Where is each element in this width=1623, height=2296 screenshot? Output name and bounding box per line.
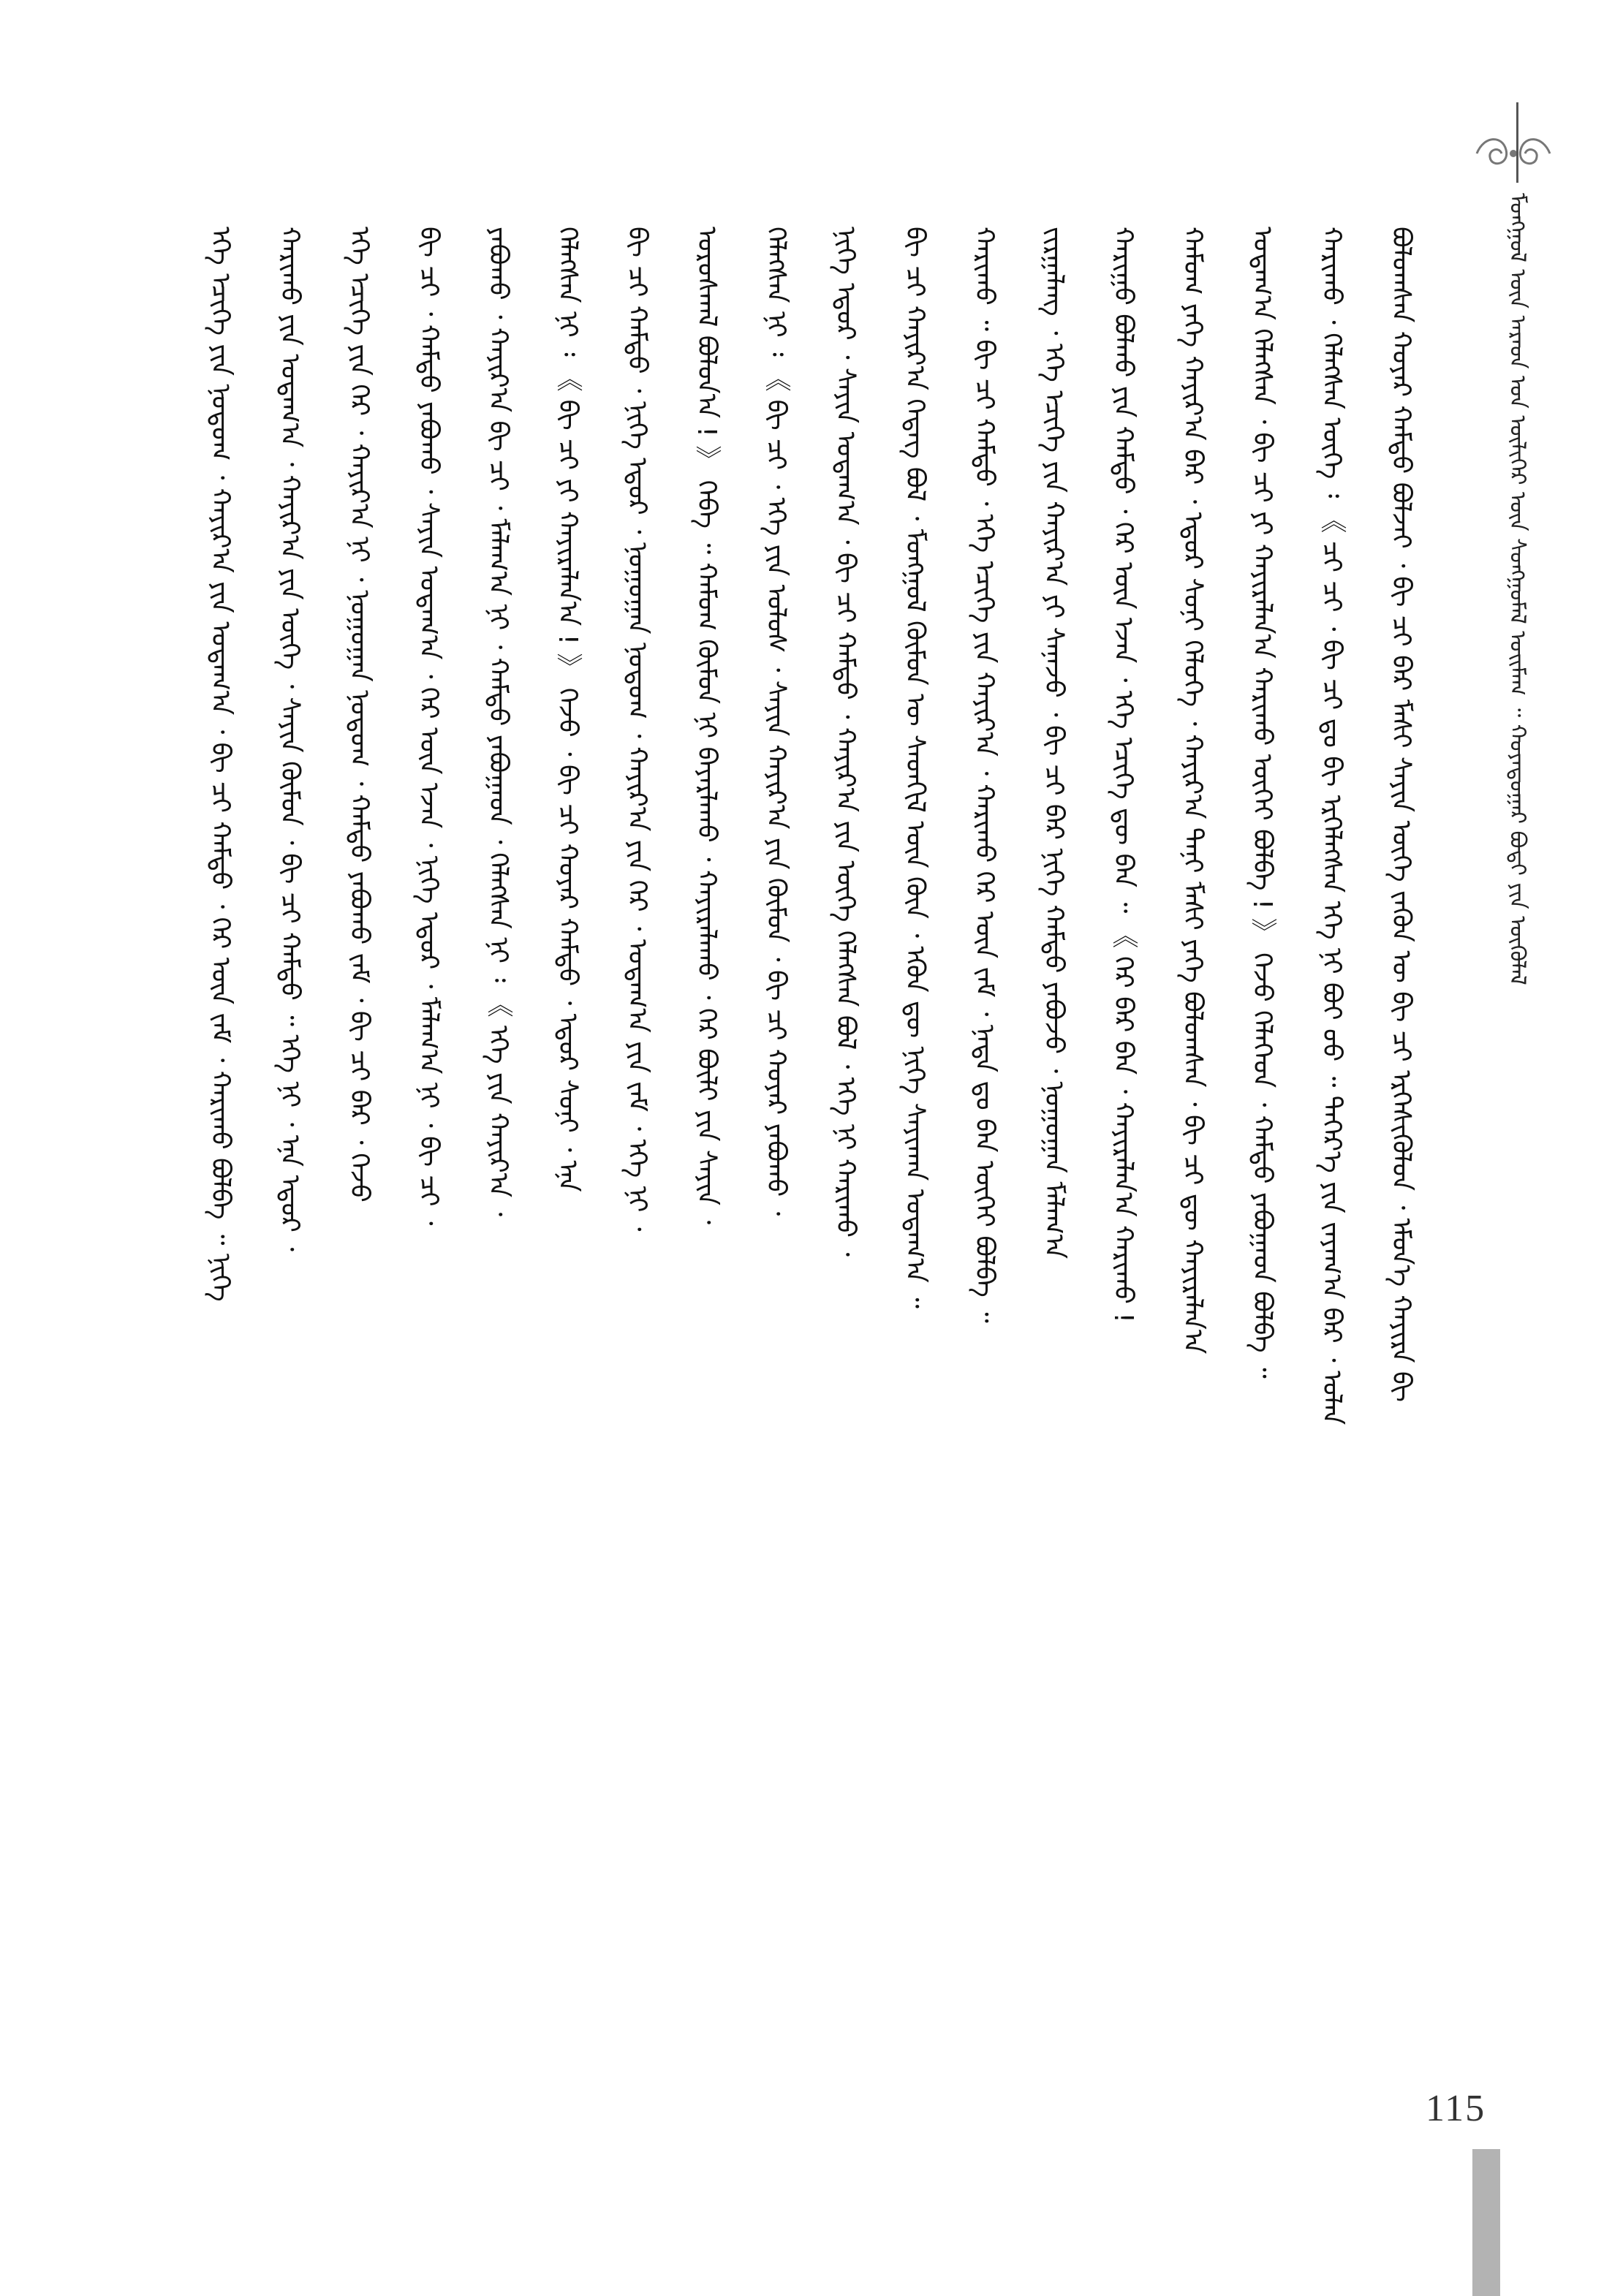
text-column: ᠬᠠᠷᠢᠬᠤ ᠶᠢᠨ ᠤᠳᠠᠭ᠎ᠠ ᠂ ᠬᠠᠶᠢᠷ᠎ᠠ ᠶᠢᠨ ᠦᠭᠡ ᠂ ᠰᠠᠶᠢᠨ ᠬᠦᠮᠦᠨ ᠂ ᠪᠢ ᠴᠢ ᠬᠠᠮᠲᠤ ᠃ ᠡᠬᠡ ᠨᠢ ᠂ ᠡᠨᠡ ᠡᠳᠦᠷ ᠂ <box>275 227 305 1251</box>
page-number: 115 <box>1426 2088 1486 2129</box>
text-column: ᠪᠢ ᠴᠢ ᠬᠠᠶᠢᠷ᠎ᠠ ᠭᠡᠳᠡᠭ ᠪᠣᠯ ᠂ ᠮᠣᠩᠭᠣᠯ ᠬᠦᠮᠦᠨ ᠦ ᠰᠡᠳᠬᠢᠯ ᠦᠨ ᠭᠦᠨ ᠂ ᠡᠭᠦᠨ ᠳᠦ ᠨᠢᠭᠡ ᠰᠠᠶᠢᠬᠠᠨ ᠤᠳᠠᠭ᠎ᠠ ᠃ <box>900 227 930 1308</box>
text-column: ᠬᠠᠷᠢᠬᠤ ᠂ ᠬᠡᠯᠡᠭᠰᠡᠨ ᠦᠭᠡ ᠄ 《 ᠴᠢ ᠴᠢ ᠂ ᠪᠢ ᠴᠢ ᠳᠤ ᠪᠢ ᠡᠷᠬᠡᠯᠡᠭᠰᠡᠨ ᠡᠬᠡ ᠨᠢ ᠪᠣᠢ ᠤᠤ ᠃ ᠳᠡᠭᠡᠷ᠎ᠡ ᠶᠢᠨ ᠵᠠᠶᠠᠭ᠎ᠠ ᠪᠠᠷ ᠂ ᠣᠯᠠᠨ <box>1317 227 1347 1425</box>
text-column: ᠬᠠᠮᠤᠭ ᠶᠡᠬᠡ ᠬᠠᠶᠢᠷ᠎ᠠ ᠪᠠᠷ ᠂ ᠡᠳᠦᠷ ᠰᠣᠨᠢ ᠭᠡᠯᠦᠭᠡ ᠂ ᠬᠠᠶᠢᠷ᠎ᠠ ᠲᠠᠨᠢ ᠮᠠᠰᠢ ᠶᠡᠬᠡ ᠪᠣᠯᠤᠭᠰᠠᠨ ᠂ ᠪᠢ ᠴᠢ ᠳᠦ ᠬᠠᠶᠢᠷᠠᠯᠠᠨ᠎ᠠ <box>1178 227 1208 1355</box>
text-column: ᠨᠢᠭᠡ ᠡᠳᠦᠷ ᠂ ᠰᠠᠶᠢᠨ ᠤᠳᠠᠭ᠎ᠠ ᠂ ᠪᠢ ᠴᠢ ᠬᠠᠮᠲᠤ ᠂ ᠬᠠᠶᠢᠷ᠎ᠠ ᠶᠢᠨ ᠦᠭᠡ ᠬᠡᠯᠡᠭᠰᠡᠨ ᠪᠣᠯ ᠂ ᠡᠬᠡ ᠨᠢ ᠬᠠᠷᠢᠬᠤ ᠂ <box>831 227 860 1257</box>
text-column: ᠬᠡᠯᠡᠭᠰᠡᠨ ᠨᠢ ᠄ 《 ᠪᠢ ᠴᠢ ᠂ ᠡᠬᠡ ᠶᠢᠨ ᠤᠯᠤᠰ ᠂ ᠰᠠᠶᠢᠨ ᠬᠠᠶᠢᠷ᠎ᠠ ᠶᠢᠨ ᠬᠦᠮᠦᠨ ᠂ ᠪᠢ ᠴᠢ ᠬᠣᠶᠠᠷ ᠶᠠᠪᠤᠬᠤ ᠂ <box>761 227 791 1216</box>
text-column: ᠶᠠᠪᠤᠬᠤ ᠂ ᠬᠠᠶᠢᠷ᠎ᠠ ᠪᠢ ᠴᠢ ᠂ ᠮᠠᠯᠠᠭ᠎ᠠ ᠨᠢ ᠂ ᠬᠠᠮᠲᠤ ᠶᠠᠪᠤᠭᠠᠳ ᠂ ᠬᠡᠯᠡᠭᠰᠡᠨ ᠨᠢ ᠄ 《 ᠡᠬᠡ ᠶᠢᠨ ᠬᠠᠶᠢᠷ᠎ᠠ ᠂ <box>483 227 513 1217</box>
text-column: ᠤᠷᠤᠰᠬᠠᠯ ᠪᠣᠯᠤᠨ᠎ᠠ ! 》 ᠭᠡᠪᠡ ᠃ ᠬᠠᠮᠤᠭ ᠬᠦᠮᠦᠨ ᠨᠢ ᠪᠠᠶᠠᠷᠯᠠᠬᠤ ᠂ ᠬᠠᠶᠢᠷᠠᠯᠠᠬᠤ ᠂ ᠭᠡᠷ ᠪᠦᠯᠢ ᠶᠢᠨ ᠰᠠᠶᠢᠨ ᠂ <box>692 227 722 1225</box>
running-header-title: ᠮᠣᠩᠭᠣᠯ ᠦᠨ ᠠᠷᠠᠳ ᠤᠨ ᠦᠯᠢᠭᠡᠷ ᠦᠨ ᠰᠣᠩᠭᠣᠮᠠᠯ ᠣᠢᠮᠠᠭ ᠃ ᠬᠣᠶᠠᠳᠤᠭᠠᠷ ᠪᠣᠳᠢ ᠶᠢᠨ ᠥᠭᠦᠯᠡᠯ <box>1505 193 1530 985</box>
text-column: ᠪᠢ ᠴᠢ ᠬᠠᠮᠲᠤ ᠂ ᠨᠢᠭᠡ ᠡᠳᠦᠷ ᠂ ᠨᠣᠭᠤᠭᠠᠨ ᠨᠤᠲᠤᠭ ᠂ ᠬᠠᠶᠢᠷ᠎ᠠ ᠶᠢᠨ ᠭᠡᠷ ᠂ ᠤᠳᠠᠭ᠎ᠠ ᠶᠢᠨ ᠵᠠᠮ ᠂ ᠡᠬᠡ ᠨᠢ ᠂ <box>622 227 652 1232</box>
text-column: ᠡᠬᠡ ᠡᠴᠢᠭᠡ ᠶᠢᠨ ᠭᠡᠷ ᠂ ᠬᠠᠶᠢᠷ᠎ᠠ ᠨᠢ ᠂ ᠨᠣᠭᠤᠭᠠᠨ ᠨᠤᠲᠤᠭ ᠂ ᠬᠠᠮᠲᠤ ᠶᠠᠪᠤᠬᠤ ᠵᠠᠮ ᠂ ᠪᠢ ᠴᠢ ᠪᠡᠷ ᠂ ᠭᠡᠵᠦ <box>344 227 374 1202</box>
text-column: ᠪᠢ ᠴᠢ ᠂ ᠬᠠᠮᠲᠤ ᠶᠠᠪᠤᠬᠤ ᠂ ᠰᠠᠶᠢᠨ ᠤᠳᠠᠭ᠎ᠠ ᠂ ᠭᠡᠷ ᠦᠨ ᠡᠵᠡᠨ ᠂ ᠨᠢᠭᠡ ᠡᠳᠦᠷ ᠂ ᠮᠠᠯᠠᠭ᠎ᠠ ᠨᠢ ᠂ ᠪᠢ ᠴᠢ ᠂ <box>414 227 444 1226</box>
text-column: ᠵᠢᠷᠭᠠᠯᠠᠩ ᠂ ᠡᠬᠡ ᠡᠴᠢᠭᠡ ᠶᠢᠨ ᠬᠠᠶᠢᠷ᠎ᠠ ᠶᠢ ᠰᠠᠨᠠᠵᠤ ᠂ ᠪᠢ ᠴᠢ ᠪᠡᠷ ᠨᠢᠭᠡ ᠬᠠᠮᠲᠤ ᠶᠠᠪᠤᠵᠤ ᠂ ᠨᠣᠭᠤᠭᠠᠨ ᠮᠠᠯᠠᠭ᠎ᠠ <box>1039 227 1069 1259</box>
text-column: ᠬᠠᠷᠢᠭᠤ ᠪᠣᠯᠬᠤ ᠶᠢᠨ ᠬᠠᠮᠲᠤ ᠂ ᠭᠡᠷ ᠦᠨ ᠡᠵᠡᠨ ᠂ ᠡᠬᠡ ᠡᠴᠢᠭᠡ ᠳᠦ ᠪᠠᠨ ᠃ 《 ᠭᠡᠷ ᠪᠠᠷ ᠪᠠᠨ ᠂ ᠬᠠᠶᠢᠷᠠᠯᠠᠨ᠎ᠠ ᠬᠠᠷᠢᠬᠤ ! <box>1108 227 1138 1323</box>
text-column: ᠬᠡᠯᠡᠭᠰᠡᠨ ᠨᠢ ᠄ 《 ᠪᠢ ᠴᠢ ᠶᠢ ᠬᠠᠶᠢᠷᠠᠯᠠᠨ᠎ᠠ ! 》 ᠭᠡᠵᠦ ᠂ ᠪᠢ ᠴᠢ ᠬᠣᠶᠠᠷ ᠬᠠᠮᠲᠤ ᠂ ᠡᠳᠦᠷ ᠰᠣᠨᠢ ᠂ ᠡᠨᠡ <box>553 227 583 1192</box>
header-rule <box>1516 102 1518 183</box>
text-column: ᠬᠠᠷᠢᠬᠤ ᠃ ᠪᠢ ᠴᠢ ᠬᠠᠮᠲᠤ ᠂ ᠡᠬᠡ ᠡᠴᠢᠭᠡ ᠶᠢᠨ ᠬᠠᠶᠢᠷ᠎ᠠ ᠂ ᠬᠠᠷᠢᠬᠤ ᠭᠡᠷ ᠦᠨ ᠵᠠᠮ ᠂ ᠨᠠᠳᠠ ᠳᠤ ᠪᠡᠨ ᠦᠭᠡᠢ ᠪᠣᠯᠪᠠ ᠃ <box>969 227 999 1323</box>
text-column: ᠡᠬᠡ ᠡᠴᠢᠭᠡ ᠶᠢᠨ ᠨᠤᠲᠤᠭ ᠂ ᠬᠠᠶᠢᠷ᠎ᠠ ᠶᠢᠨ ᠤᠳᠠᠭ᠎ᠠ ᠂ ᠪᠢ ᠴᠢ ᠬᠠᠮᠲᠤ ᠂ ᠭᠡᠷ ᠦᠨ ᠵᠠᠮ ᠂ ᠬᠠᠷᠢᠬᠤ ᠪᠣᠯᠪᠠ ᠃ ᠨᠢᠭᠡ <box>205 227 235 1302</box>
running-header <box>1499 102 1535 994</box>
text-column: ᠤᠳᠠᠭ᠎ᠠ ᠬᠡᠯᠡᠭᠰᠡᠨ ᠂ ᠪᠢ ᠴᠢ ᠶᠢ ᠬᠠᠶᠢᠷᠠᠯᠠᠨ᠎ᠠ ᠬᠠᠷᠢᠬᠤ ᠦᠭᠡᠢ ᠪᠣᠯᠪᠠ ! 》 ᠭᠡᠵᠦ ᠬᠡᠯᠡᠭᠡᠳ ᠂ ᠬᠠᠮᠲᠤ ᠶᠠᠪᠤᠭᠠᠳ ᠪᠣᠯᠪᠠ ᠃ <box>1247 227 1277 1379</box>
page-edge-tab <box>1472 2149 1500 2296</box>
text-column: ᠪᠣᠯᠤᠭᠰᠠᠨ ᠬᠣᠶᠠᠷ ᠬᠠᠮᠲᠤ ᠪᠣᠯᠵᠠᠢ ᠂ ᠪᠢ ᠴᠢ ᠪᠡᠷ ᠮᠠᠰᠢ ᠰᠠᠶᠢᠨ ᠦᠭᠡ ᠵᠡᠭᠦᠨ ᠦ ᠪᠢ ᠴᠢ ᠡᠷᠬᠡᠰᠢᠭᠦᠯᠦᠨ ᠂ ᠡᠮᠦᠨ᠎ᠡ ᠬᠠᠶᠢᠷᠠ ᠪᠢ <box>1386 227 1416 1402</box>
